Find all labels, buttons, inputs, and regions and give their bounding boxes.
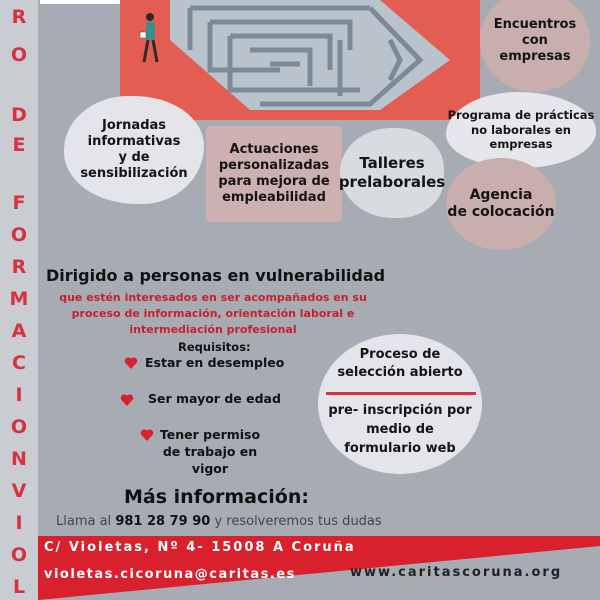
side-letter: O <box>10 416 28 438</box>
side-letter: O <box>10 44 28 66</box>
side-letter: R <box>11 6 27 28</box>
bubble-line: Programa de prácticas <box>447 108 595 123</box>
bubble-line: Actuaciones <box>229 141 319 157</box>
heart-icon <box>124 356 138 370</box>
bubble-line: Jornadas <box>101 117 167 133</box>
bubble-talleres <box>340 128 444 218</box>
bubble-line: de colocación <box>447 204 555 220</box>
side-letter: D <box>11 104 27 126</box>
bubble-jornadas <box>64 96 204 204</box>
side-letter: E <box>12 134 26 156</box>
call-line <box>56 514 382 529</box>
side-title-strip <box>0 0 38 600</box>
heart-icon <box>120 393 134 407</box>
selection-process-badge <box>318 334 482 474</box>
process-line: selección abierto <box>337 365 463 381</box>
bubble-line: empresas <box>489 137 553 152</box>
requirement-item: Estar en desempleo <box>145 355 285 370</box>
bubble-line: Encuentros <box>493 16 577 32</box>
requirement-line: de trabajo en vigor <box>162 443 258 476</box>
process-divider <box>326 392 476 395</box>
subtitle-line: intermediación profesional <box>129 322 297 336</box>
bubble-actuaciones <box>206 126 342 222</box>
side-letter: N <box>11 448 27 470</box>
bubble-line: y de sensibilización <box>80 150 188 182</box>
process-line: formulario web <box>344 440 456 456</box>
side-letter: L <box>12 576 26 598</box>
bubble-line: empleabilidad <box>222 190 326 206</box>
process-line: pre- inscripción por <box>328 403 472 418</box>
footer-email-link[interactable]: violetas.cicoruna@caritas.es <box>44 567 296 582</box>
side-letter: M <box>9 288 29 310</box>
side-letter: F <box>12 192 26 214</box>
process-line: medio de <box>366 421 434 437</box>
bubble-encuentros <box>480 0 590 92</box>
subtitle-line: que estén interesados en ser acompañados en su <box>59 291 367 304</box>
call-prefix: Llama al <box>56 514 112 529</box>
requirement-item <box>148 427 272 478</box>
bubble-programa <box>446 92 596 168</box>
subtitle-line: proceso de información, orientación laboral e <box>71 306 355 320</box>
requirement-line: Tener permiso <box>159 427 261 442</box>
bubble-agencia <box>446 158 556 250</box>
bubble-line: informativas <box>87 133 181 149</box>
side-letter: C <box>12 352 26 374</box>
process-line: Proceso de <box>359 347 441 362</box>
side-letter: O <box>10 224 28 246</box>
bubble-line: personalizadas <box>218 157 330 173</box>
side-letter: A <box>11 320 27 342</box>
side-letter: I <box>15 512 23 534</box>
side-letter: O <box>10 544 28 566</box>
bubble-line: con <box>522 32 548 48</box>
phone-number[interactable]: 981 28 79 90 <box>115 514 211 529</box>
side-letter: V <box>11 480 27 502</box>
bubble-line: no laborales en <box>471 122 571 137</box>
bubble-line: prelaborales <box>338 173 446 191</box>
requirement-item: Ser mayor de edad <box>148 391 281 406</box>
walking-person-icon <box>139 12 161 64</box>
side-letter: I <box>15 384 23 406</box>
call-suffix: y resolveremos tus dudas <box>214 514 382 529</box>
footer-website-link[interactable]: www.caritascoruna.org <box>350 565 563 580</box>
requirements-label: Requisitos: <box>178 340 251 354</box>
side-letter: R <box>11 256 27 278</box>
target-title: Dirigido a personas en vulnerabilidad <box>46 266 386 285</box>
maze-arrow-icon <box>150 0 450 110</box>
more-info-title: Más información: <box>124 486 309 508</box>
bubble-line: Agencia <box>469 186 533 203</box>
bubble-line: Talleres <box>359 154 425 173</box>
bubble-line: empresas <box>499 49 571 65</box>
bubble-line: para mejora de <box>218 174 330 189</box>
footer-address: C/ Violetas, Nº 4- 15008 A Coruña <box>44 540 356 555</box>
target-subtitle <box>58 290 368 338</box>
header-strip <box>40 0 120 4</box>
